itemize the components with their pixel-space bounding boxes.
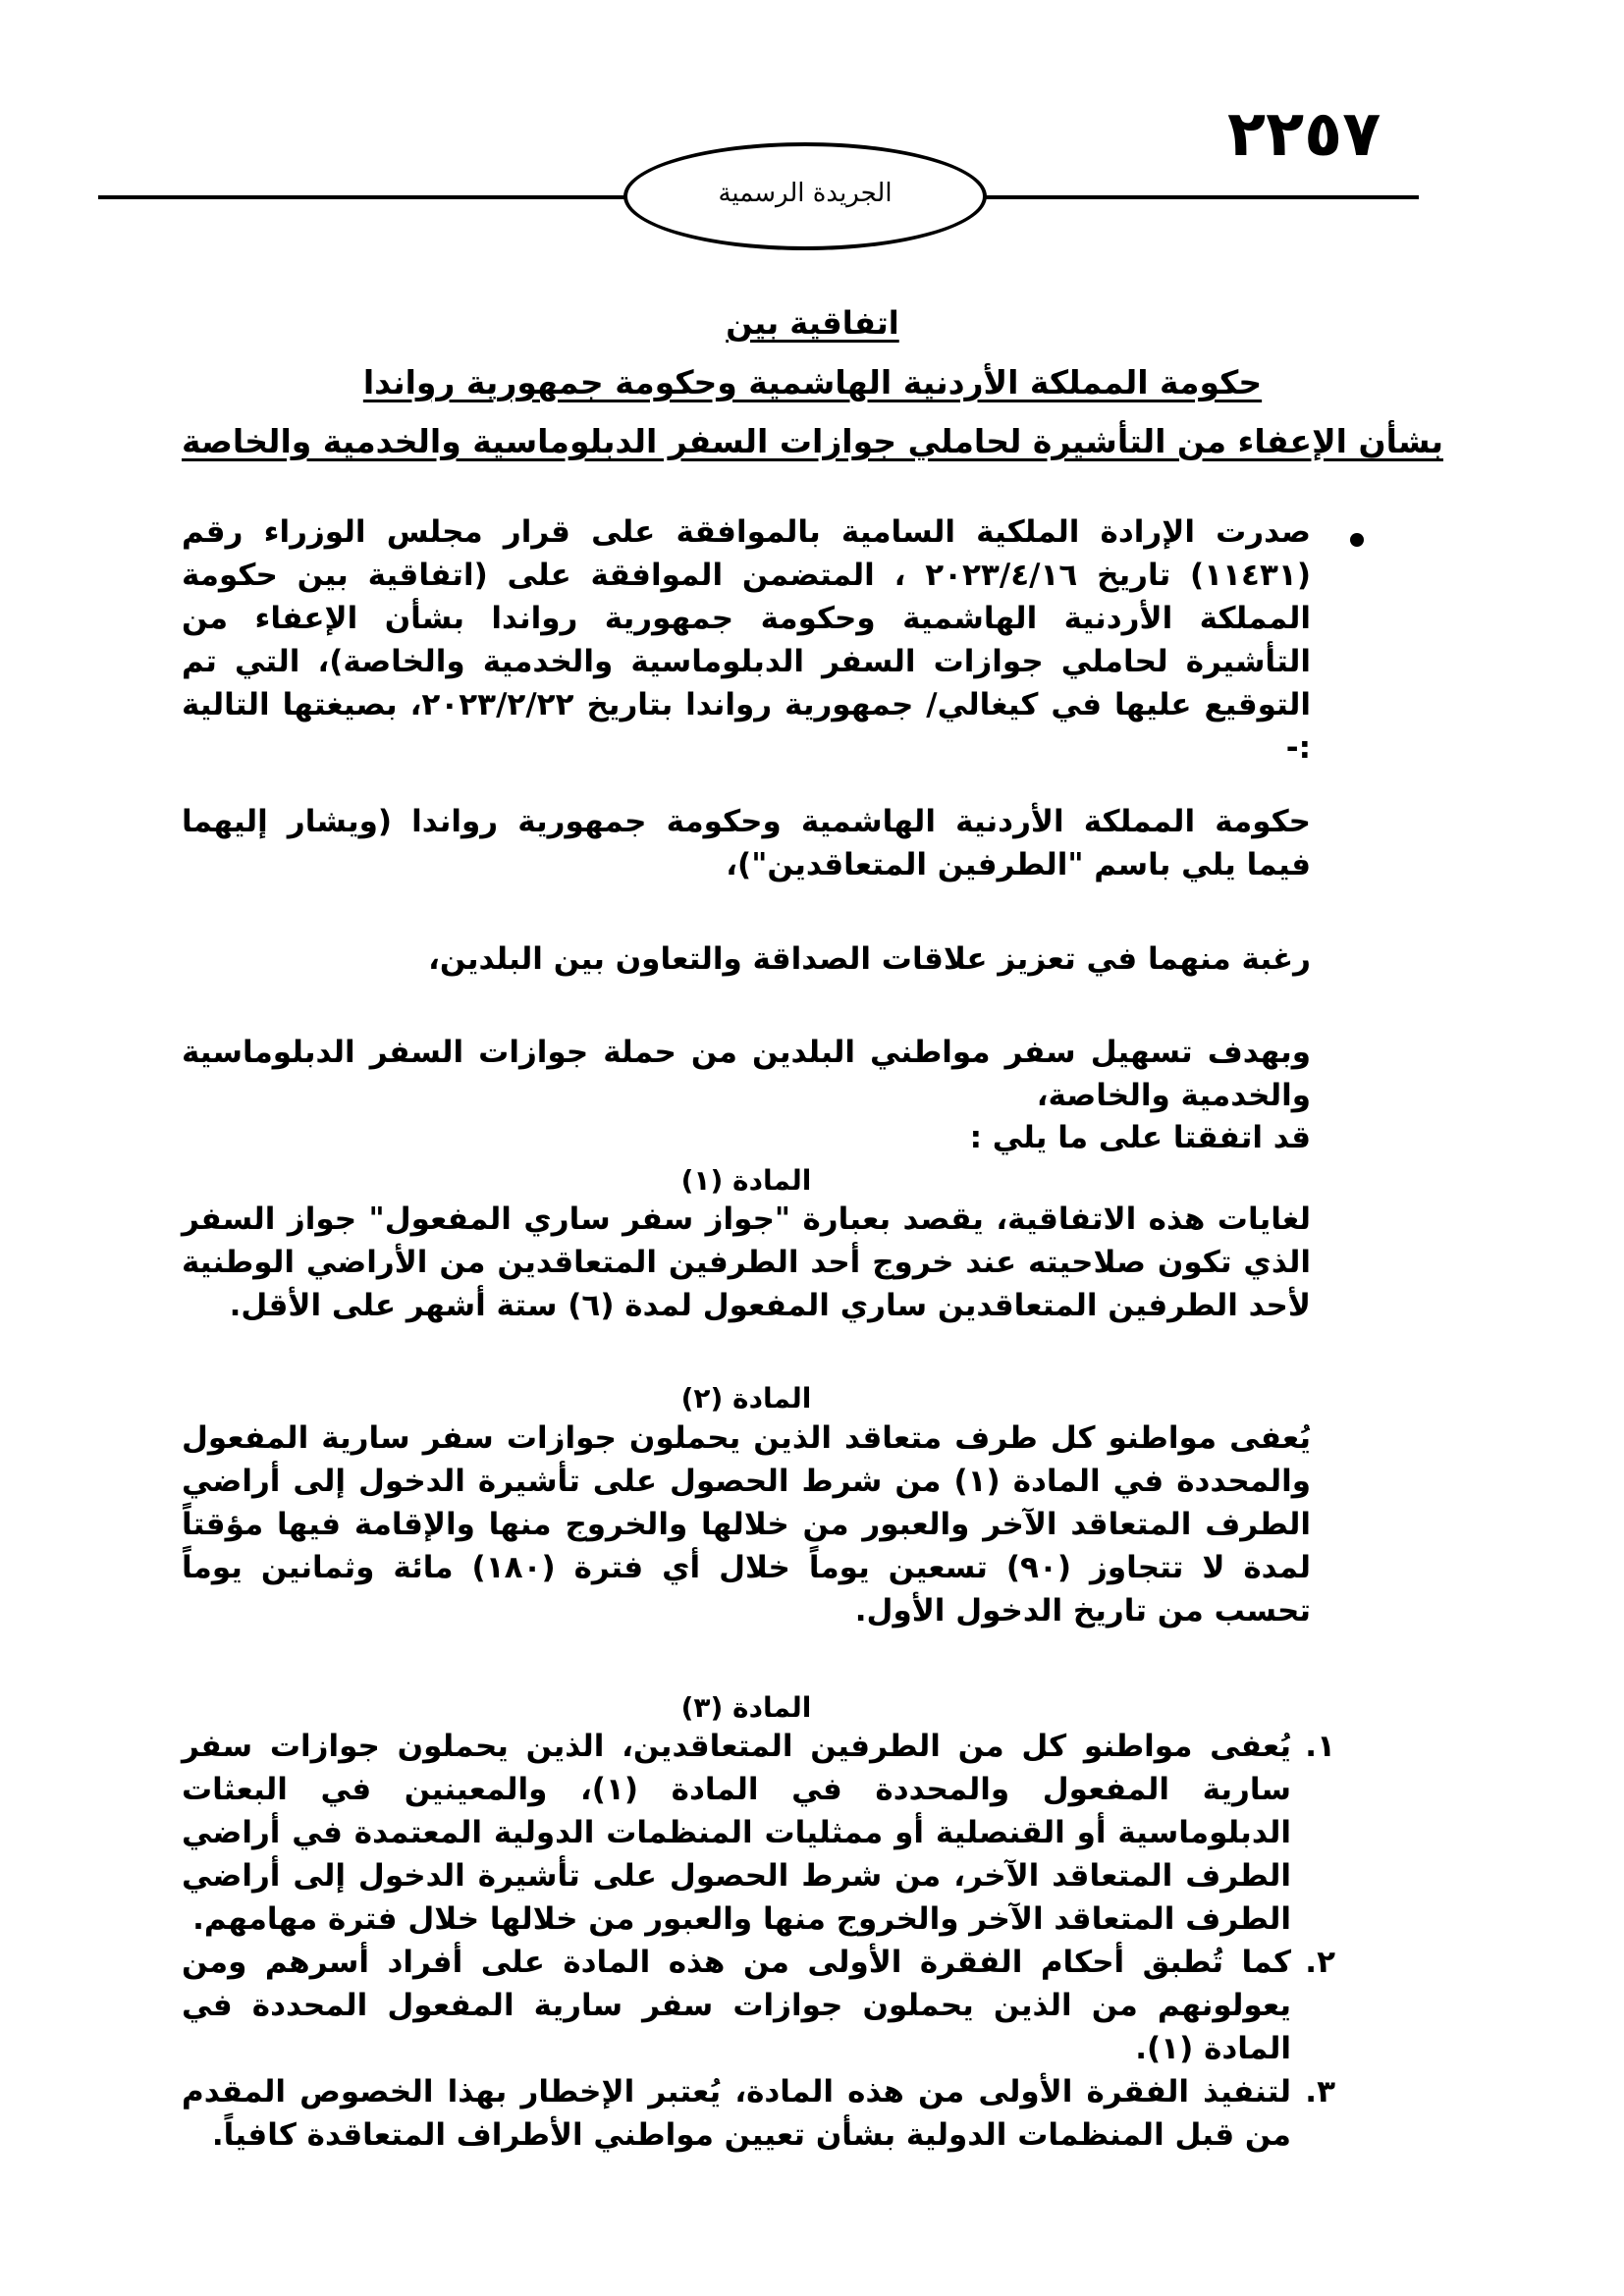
gazette-label: الجريدة الرسمية [718, 179, 893, 208]
article-3-item-2 [182, 1941, 1335, 2070]
preamble-agreed: قد اتفقتا على ما يلي : [969, 1120, 1311, 1155]
article-1-text: لغايات هذه الاتفاقية، يقصد بعبارة "جواز سفر ساري المفعول" جواز السفر الذي تكون صلاحيته عند خروج أحد الطرفين المتعاقدين من الأراضي الوطنية لأحد الطرفين المتعاقدين ساري المفعول لمدة (٦) ستة أشهر على الأقل. [182, 1201, 1311, 1323]
page-number: ٢٢٥٧ [1227, 98, 1381, 171]
list-number: ٢. [1305, 1945, 1335, 1980]
list-item-text: كما تُطبق أحكام الفقرة الأولى من هذه المادة على أفراد أسرهم ومن يعولونهم من الذين يحملون جوازات سفر سارية المفعول المحددة في المادة (١). [182, 1945, 1291, 2066]
article-3-item-1 [182, 1725, 1335, 1941]
article-1-title: المادة (١) [680, 1164, 812, 1197]
article-3-item-3 [182, 2070, 1335, 2157]
list-item-text: لتنفيذ الفقرة الأولى من هذه المادة، يُعتبر الإخطار بهذا الخصوص المقدم من قبل المنظمات الدولية بشأن تعيين مواطني الأطراف المتعاقدة كافياً. [182, 2074, 1291, 2153]
article-2-title: المادة (٢) [680, 1382, 812, 1415]
agreement-title-line-3: بشأن الإعفاء من التأشيرة لحاملي جوازات السفر الدبلوماسية والخدمية والخاصة [181, 422, 1443, 460]
preamble-aim: وبهدف تسهيل سفر مواطني البلدين من حملة جوازات السفر الدبلوماسية والخدمية والخاصة، [182, 1035, 1311, 1113]
intro-paragraph: صدرت الإرادة الملكية السامية بالموافقة على قرار مجلس الوزراء رقم (١١٤٣١) تاريخ ٢٠٢٣/٤/١٦ ، المتضمن الموافقة على (اتفاقية بين حكومة المملكة الأردنية الهاشمية وحكومة جمهورية رواندا بشأن الإعفاء من التأشيرة لحاملي جوازات السفر الدبلوماسية والخدمية والخاصة)، التي تم التوقيع عليها في كيغالي/ جمهورية رواندا بتاريخ ٢٠٢٣/٢/٢٢، بصيغتها التالية :- [182, 514, 1311, 766]
list-item-text: يُعفى مواطنو كل من الطرفين المتعاقدين، الذين يحملون جوازات سفر سارية المفعول والمحددة في المادة (١)، والمعينين في البعثات الدبلوماسية أو القنصلية أو ممثليات المنظمات الدولية المعتمدة في أراضي الطرف المتعاقد الآخر، من شرط الحصول على تأشيرة الدخول إلى أراضي الطرف المتعاقد الآخر والخروج منها والعبور من خلالها خلال فترة مهامهم. [182, 1729, 1291, 1937]
article-2-text: يُعفى مواطنو كل طرف متعاقد الذين يحملون جوازات سفر سارية المفعول والمحددة في المادة (١) من شرط الحصول على تأشيرة الدخول إلى أراضي الطرف المتعاقد الآخر والعبور من خلالها والخروج منها والإقامة فيها مؤقتاً لمدة لا تتجاوز (٩٠) تسعين يوماً خلال أي فترة (١٨٠) مائة وثمانين يوماً تحسب من تاريخ الدخول الأول. [182, 1420, 1311, 1629]
article-3-title: المادة (٣) [680, 1691, 812, 1724]
list-number: ٣. [1305, 2074, 1335, 2109]
agreement-title-line-2: حكومة المملكة الأردنية الهاشمية وحكومة جمهورية رواندا [362, 363, 1263, 401]
agreement-title-line-1: اتفاقية بين [726, 304, 899, 342]
article-3-list [182, 1725, 1335, 2157]
bullet-icon [1350, 533, 1364, 547]
preamble-desire: رغبة منهما في تعزيز علاقات الصداقة والتعاون بين البلدين، [428, 941, 1311, 977]
gazette-header-oval [623, 142, 987, 250]
preamble-parties: حكومة المملكة الأردنية الهاشمية وحكومة جمهورية رواندا (ويشار إليهما فيما يلي باسم "الطرفين المتعاقدين")، [182, 804, 1311, 882]
list-number: ١. [1305, 1729, 1335, 1764]
